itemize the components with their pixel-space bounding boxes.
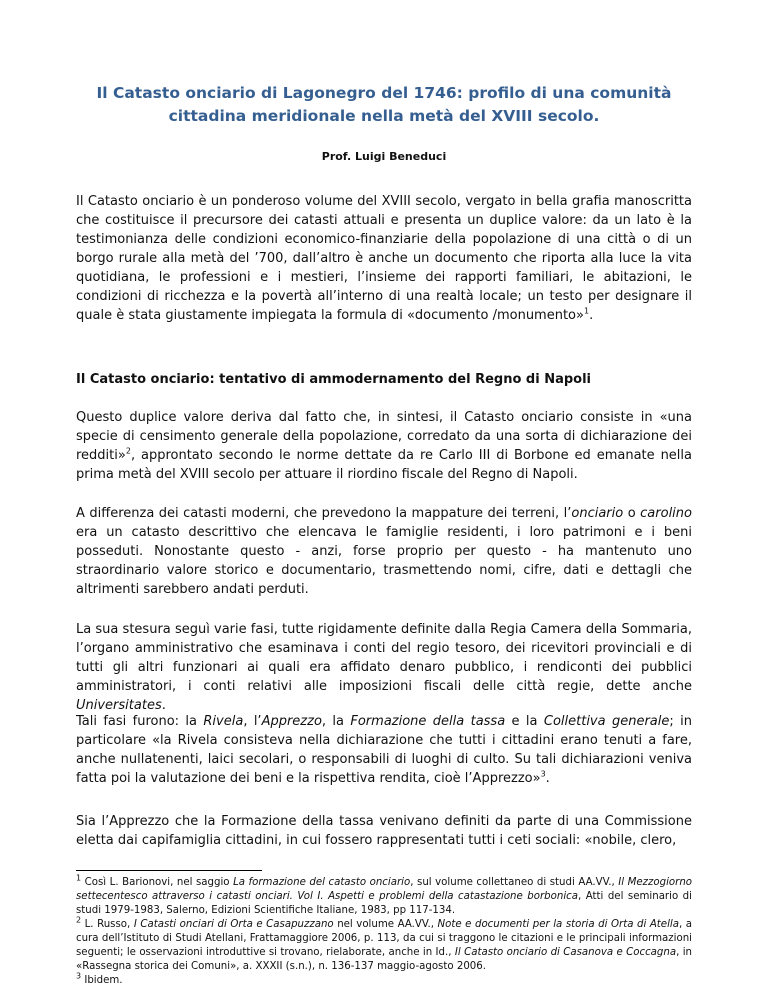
intro-paragraph: Il Catasto onciario è un ponderoso volume del XVIII secolo, vergato in bella grafia manoscritta che costituisce il precursore dei catasti attuali e presenta un duplice valore: da un lato è la testimonianza delle condizioni economico-finanziarie della popolazione di una città o di un borgo rurale alla metà del ’700, dall’altro è anche un documento che riporta alla luce la vita quotidiana, le professioni e i mestieri, l’insieme dei rapporti familiari, le abitazioni, le condizioni di ricchezza e la povertà all’interno di una realtà locale; un testo per designare il quale è stata giustamente impiegata la formula di «documento /monumento»$^1$. [76, 194, 692, 323]
footnote-ref-3[interactable]: 3 [540, 769, 546, 779]
paragraph-4: Tali fasi furono: la Rivela, l’Apprezzo, la Formazione della tassa e la Collettiva generale; in particolare «la Rivela consisteva nella dichiarazione che tutti i cittadini erano tenuti a fare, anche nullatenenti, laici secolari, o responsabili di luoghi di culto. Su tali dichiarazioni veniva fatta poi la valutazione dei beni e la rispettiva rendita, cioè l’Apprezzo»$^3$. [76, 714, 692, 786]
paragraph-1: Questo duplice valore deriva dal fatto che, in sintesi, il Catasto onciario consiste in «una specie di censimento generale della popolazione, corredato da una sorta di dichiarazione dei redditi»$^2$, approntato secondo le norme dettate da re Carlo III di Borbone ed emanate nella prima metà del XVIII secolo per attuare il riordino fiscale del Regno di Napoli. [76, 410, 692, 482]
footnote-ref-2[interactable]: 2 [125, 446, 131, 456]
paragraph-5: Sia l’Apprezzo che la Formazione della tassa venivano definiti da parte di una Commissione eletta dai capifamiglia cittadini, in cui fossero rappresentati tutti i ceti sociali: «nobile, clero, [76, 814, 692, 848]
document-title: Il Catasto onciario di Lagonegro del 1746: profilo di una comunità cittadina meridionale nella metà del XVIII secolo. [96, 84, 672, 125]
footnote-3: $^3$ Ibidem. [76, 971, 123, 986]
paragraph-2: A differenza dei catasti moderni, che prevedono la mappature dei terreni, l’onciario o carolino era un catasto descrittivo che elencava le famiglie residenti, i loro patrimoni e i beni posseduti. Nonostante questo - anzi, forse proprio per questo - ha mantenuto uno straordinario valore storico e documentario, trasmettendo nomi, cifre, dati e dettagli che altrimenti sarebbero andati perduti. [76, 506, 692, 597]
footnotes [76, 873, 693, 988]
author-name: Prof. Luigi Beneduci [321, 150, 447, 163]
paragraph-3: La sua stesura seguì varie fasi, tutte rigidamente definite dalla Regia Camera della Sommaria, l’organo amministrativo che esaminava i conti del regio tesoro, dei ricevitori provinciali e di tutti gli altri funzionari ai quali era affidato denaro pubblico, i rendiconti dei pubblici amministratori, i conti relativi alle imposizioni fiscali delle città regie, dette anche Universitates. [76, 622, 692, 713]
section-heading: Il Catasto onciario: tentativo di ammodernamento del Regno di Napoli [76, 372, 592, 387]
footnote-ref-1[interactable]: 1 [583, 306, 590, 316]
footnote-2: $^2$ L. Russo, I Catasti onciari di Orta e Casapuzzano nel volume AA.VV., Note e documenti per la storia di Orta di Atella, a cura dell’Istituto di Studi Atellani, Frattamaggiore 2006, p. 113, da cui si traggono le citazioni e le principali informazioni seguenti; le osservazioni introduttive si trovano, rielaborate, anche in Id., Il Catasto onciario di Casanova e Coccagna, in «Rassegna storica dei Comuni», a. XXXII (s.n.), n. 136-137 maggio-agosto 2006. [76, 915, 693, 972]
footnote-1: $^1$ Così L. Barionovi, nel saggio La formazione del catasto onciario, sul volume collettaneo di studi AA.VV., Il Mezzogiorno settecentesco attraverso i catasti onciari. Vol I. Aspetti e problemi della catastazione borbonica, Atti del seminario di studi 1979-1983, Salerno, Edizioni Scientifiche Italiane, 1983, pp 117-134. [76, 873, 693, 916]
footnote-separator [76, 870, 262, 871]
